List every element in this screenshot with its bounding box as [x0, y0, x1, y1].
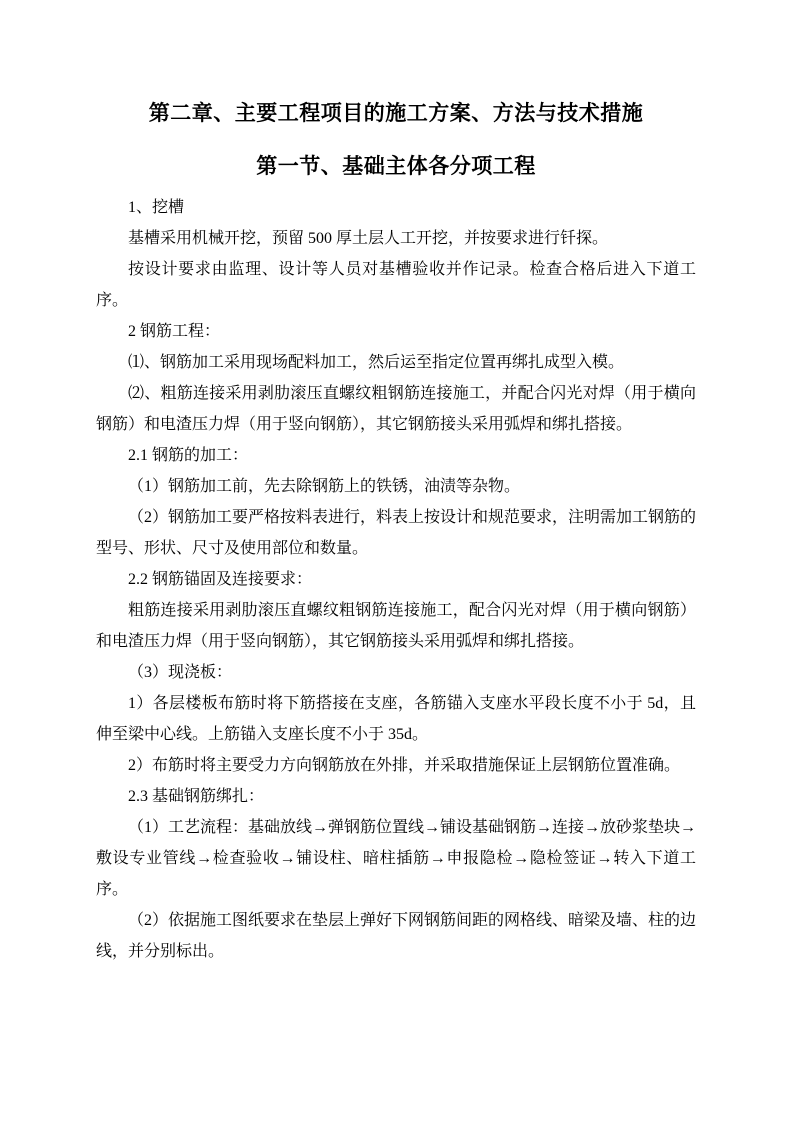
paragraph: 2.2 钢筋锚固及连接要求：: [128, 571, 313, 588]
document-body: [96, 192, 696, 967]
paragraph: 2 钢筋工程：: [128, 323, 221, 340]
paragraph: 1、挖槽: [128, 199, 185, 216]
paragraph: （2）依据施工图纸要求在垫层上弹好下网钢筋间距的网格线、暗梁及墙、柱的边线，并分别标出。: [96, 912, 697, 960]
section-title: 第一节、基础主体各分项工程: [256, 155, 536, 178]
paragraph: 粗筋连接采用剥肋滚压直螺纹粗钢筋连接施工，配合闪光对焊（用于横向钢筋）和电渣压力焊（用于竖向钢筋），其它钢筋接头采用弧焊和绑扎搭接。: [96, 602, 696, 650]
paragraph: ⑴、钢筋加工采用现场配料加工，然后运至指定位置再绑扎成型入模。: [128, 354, 625, 371]
paragraph: 按设计要求由监理、设计等人员对基槽验收并作记录。检查合格后进入下道工序。: [96, 261, 696, 309]
paragraph: （3）现浇板：: [128, 664, 233, 681]
paragraph: ⑵、粗筋连接采用剥肋滚压直螺纹粗钢筋连接施工，并配合闪光对焊（用于横向钢筋）和电渣压力焊（用于竖向钢筋），其它钢筋接头采用弧焊和绑扎搭接。: [96, 385, 696, 433]
paragraph: 2）布筋时将主要受力方向钢筋放在外排，并采取措施保证上层钢筋位置准确。: [128, 757, 681, 774]
paragraph: 2.1 钢筋的加工：: [128, 447, 249, 464]
paragraph: （1）钢筋加工前，先去除钢筋上的铁锈，油渍等杂物。: [128, 478, 521, 495]
paragraph: 2.3 基础钢筋绑扎：: [128, 788, 265, 805]
document-content: [96, 0, 696, 967]
paragraph: （2）钢筋加工要严格按料表进行，料表上按设计和规范要求，注明需加工钢筋的型号、形状、尺寸及使用部位和数量。: [96, 509, 697, 557]
paragraph: 1）各层楼板布筋时将下筋搭接在支座，各筋锚入支座水平段长度不小于 5d，且伸至梁中心线。上筋锚入支座长度不小于 35d。: [96, 695, 696, 743]
chapter-title: 第二章、主要工程项目的施工方案、方法与技术措施: [148, 102, 644, 125]
paragraph: 基槽采用机械开挖，预留 500 厚土层人工开挖，并按要求进行钎探。: [128, 230, 609, 247]
paragraph: （1）工艺流程：基础放线→弹钢筋位置线→铺设基础钢筋→连接→放砂浆垫块→敷设专业管线→检查验收→铺设柱、暗柱插筋→申报隐检→隐检签证→转入下道工序。: [96, 819, 697, 898]
